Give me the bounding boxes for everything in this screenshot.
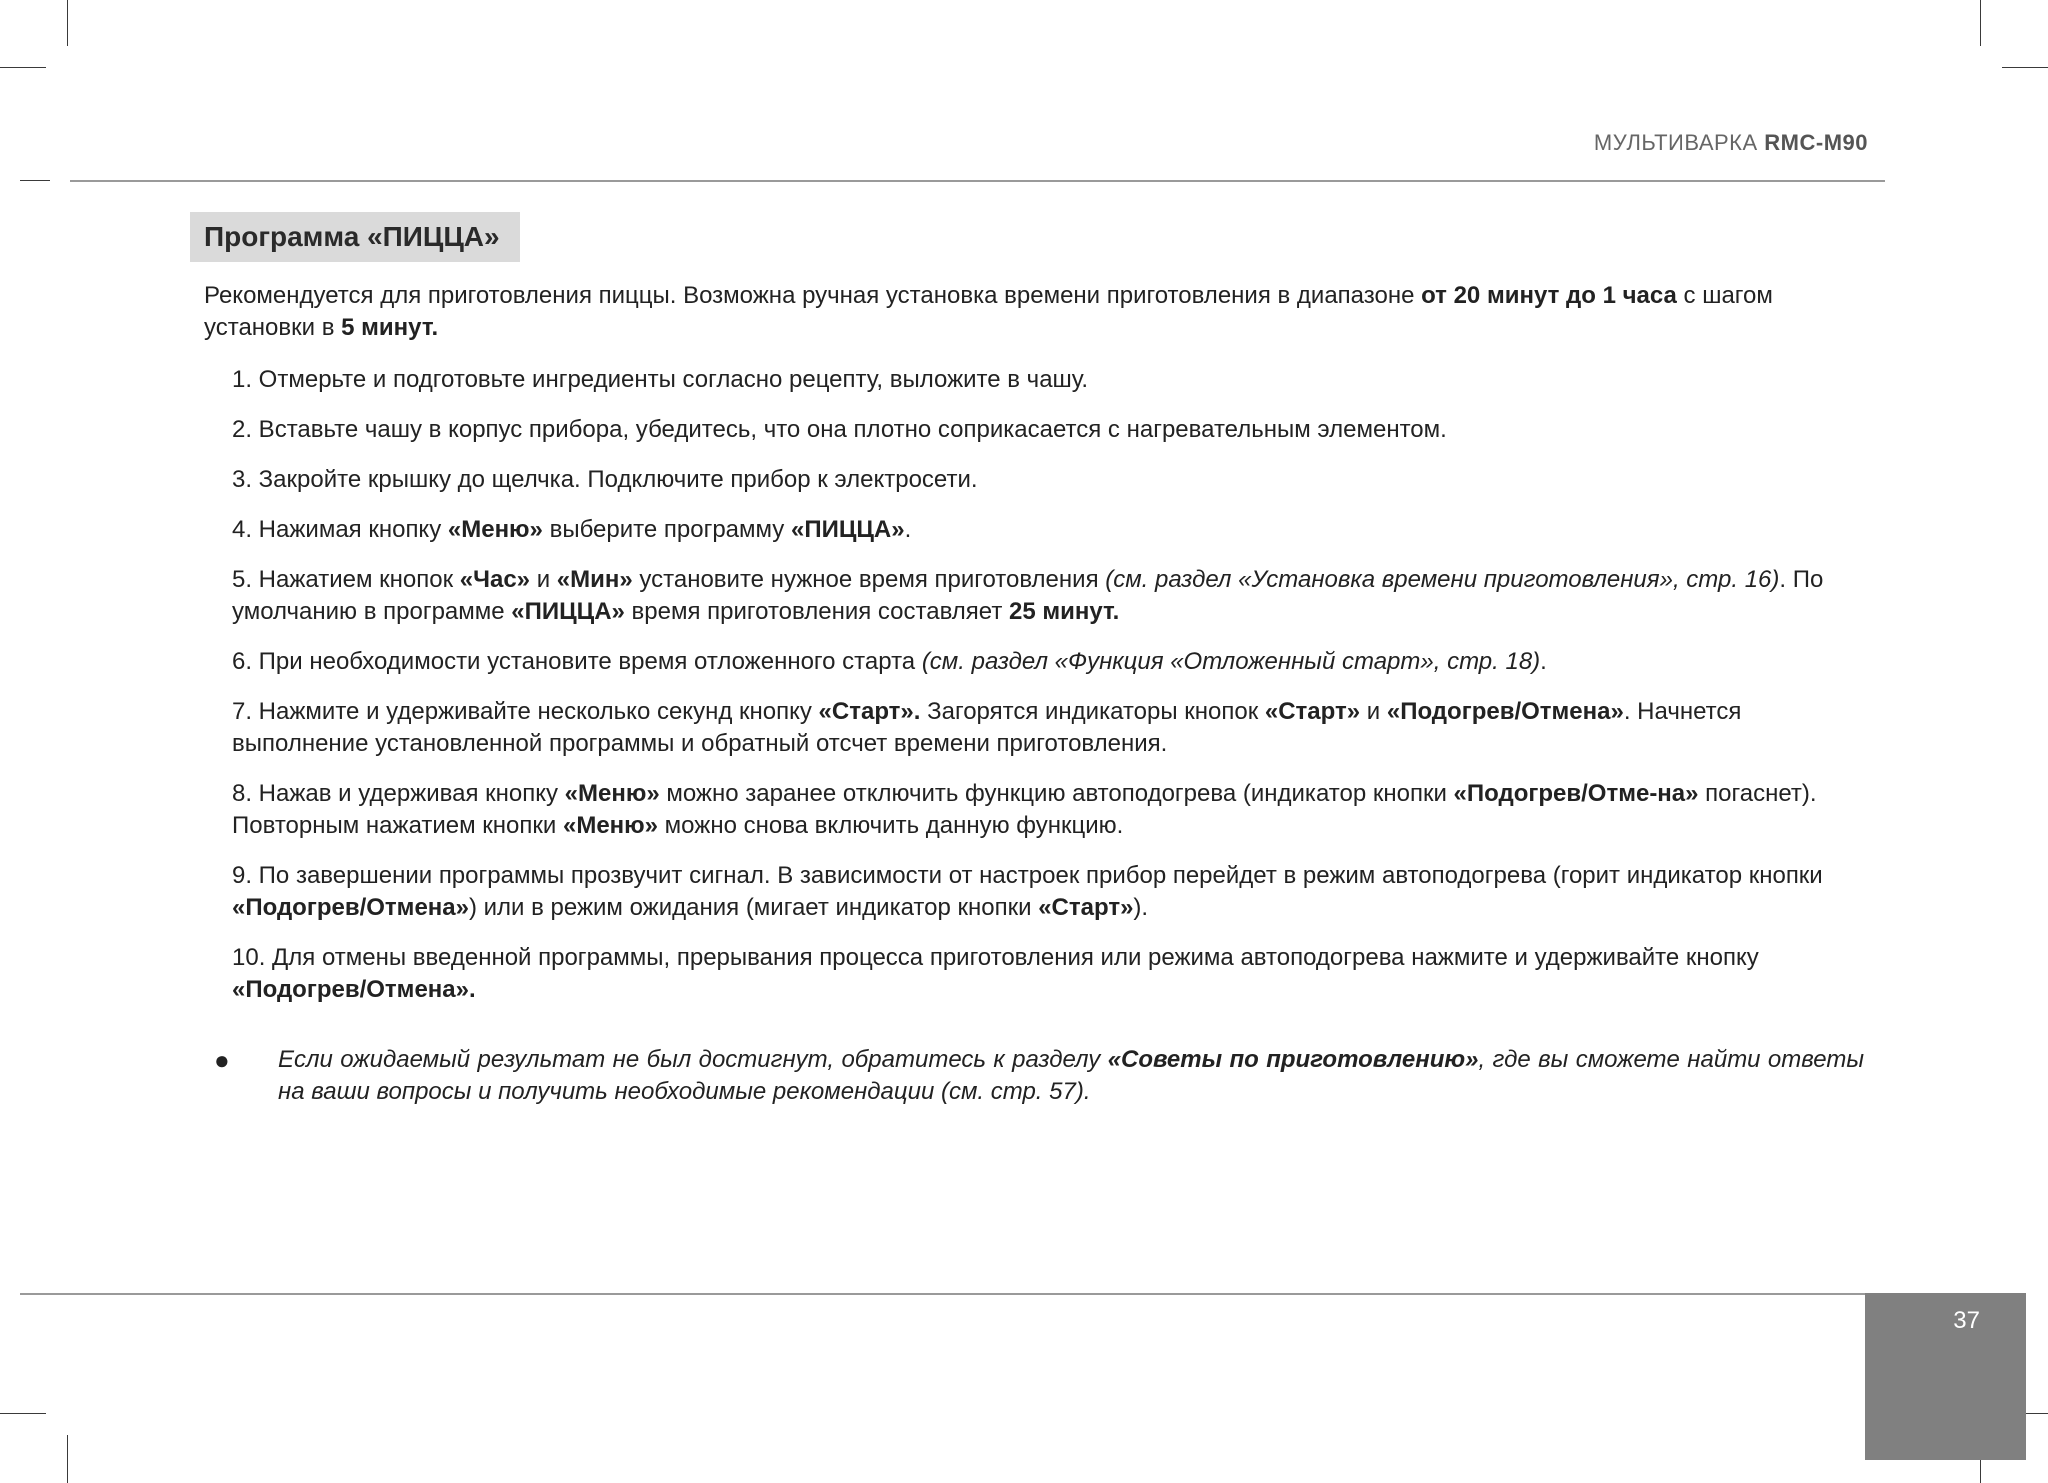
bold-text: «Меню» — [562, 812, 659, 839]
text-run: Рекомендуется для приготовления пиццы. Возможна ручная установка времени приготовления в диапазоне — [204, 282, 1422, 309]
bold-text: «ПИЦЦА» — [790, 516, 905, 543]
header-rule — [70, 180, 1885, 182]
bold-text: «Старт» — [1038, 894, 1134, 921]
step-item — [232, 778, 1864, 842]
step-item — [232, 364, 1864, 396]
crop-mark — [1980, 0, 1981, 46]
footer-rule — [20, 1293, 1865, 1295]
step-item — [232, 414, 1864, 446]
bold-text: от 20 минут до 1 часа — [1421, 282, 1677, 309]
text-run: 2. Вставьте чашу в корпус прибора, убедитесь, что она плотно соприкасается с нагревательным элементом. — [232, 416, 1447, 443]
step-item — [232, 696, 1864, 760]
bold-text: 5 минут. — [341, 314, 439, 341]
section-title-text: Программа «ПИЦЦА» — [204, 221, 500, 252]
text-run: 7. Нажмите и удерживайте несколько секунд кнопку — [232, 698, 819, 725]
bold-text: «ПИЦЦА» — [511, 598, 625, 625]
text-run: 10. Для отмены введенной программы, прерывания процесса приготовления или режима автоподогрева нажмите и удерживайте кнопку — [232, 944, 1759, 971]
text-run: погаснет). Повторным нажатием кнопки — [232, 780, 1817, 839]
text-run: ). — [1133, 894, 1149, 921]
step-item — [232, 942, 1864, 1006]
text-run: выберите программу — [542, 516, 791, 543]
running-header — [1594, 130, 1868, 156]
step-item — [232, 646, 1864, 678]
text-run: и — [1360, 698, 1387, 725]
header-product: МУЛЬТИВАРКА — [1593, 130, 1765, 155]
text-run: . По умолчанию в программе — [232, 566, 1824, 625]
bold-text: «Подогрев/Отмена». — [232, 976, 476, 1003]
text-run: , где вы сможете найти ответы на ваши вопросы и получить необходимые рекомендации (см. стр. 57). — [278, 1046, 1864, 1105]
text-run: 9. По завершении программы прозвучит сигнал. В зависимости от настроек прибор перейдет в режим автоподогрева (горит индикатор кнопки — [232, 862, 1823, 889]
intro-paragraph — [204, 280, 1864, 344]
page-number-box — [1865, 1293, 2026, 1460]
text-run: . — [1540, 648, 1547, 675]
text-run: 8. Нажав и удерживая кнопку — [232, 780, 565, 807]
text-run: ) или в режим ожидания (мигает индикатор кнопки — [468, 894, 1039, 921]
text-run: Если ожидаемый результат не был достигнут, обратитесь к разделу — [278, 1046, 1108, 1073]
bold-text: «Подогрев/Отмена» — [1386, 698, 1624, 725]
step-item — [232, 564, 1864, 628]
bold-text: «Советы по приготовлению» — [1107, 1046, 1479, 1073]
text-run: и — [530, 566, 557, 593]
bold-text: «Час» — [459, 566, 531, 593]
text-run: можно заранее отключить функцию автоподогрева (индикатор кнопки — [659, 780, 1454, 807]
italic-reference: (см. раздел «Функция «Отложенный старт», стр. 18) — [921, 648, 1541, 675]
text-run: 5. Нажатием кнопок — [232, 566, 460, 593]
section-title — [190, 212, 520, 262]
bold-text: 25 минут. — [1009, 598, 1120, 625]
text-run: 1. Отмерьте и подготовьте ингредиенты согласно рецепту, выложите в чашу. — [232, 366, 1089, 393]
text-run: Загорятся индикаторы кнопок — [920, 698, 1265, 725]
crop-mark — [67, 0, 68, 46]
step-item — [232, 860, 1864, 924]
text-run: 3. Закройте крышку до щелчка. Подключите прибор к электросети. — [232, 466, 978, 493]
bold-text: «Старт». — [818, 698, 921, 725]
bold-text: «Подогрев/Отме-на» — [1453, 780, 1699, 807]
crop-mark — [2002, 67, 2048, 68]
bold-text: «Мин» — [556, 566, 633, 593]
page-number: 37 — [1953, 1307, 1980, 1334]
crop-mark — [0, 1413, 46, 1414]
text-run: установите нужное время приготовления — [632, 566, 1106, 593]
header-model: RMC-M90 — [1764, 130, 1868, 155]
text-run: 6. При необходимости установите время отложенного старта — [232, 648, 922, 675]
steps-list — [204, 364, 1864, 1006]
bullet-icon: ● — [214, 1045, 230, 1075]
crop-mark — [0, 67, 46, 68]
bold-text: «Меню» — [447, 516, 543, 543]
text-run: . — [904, 516, 912, 543]
text-run: с шагом установки в — [204, 282, 1773, 341]
crop-mark — [20, 180, 50, 181]
bold-text: «Подогрев/Отмена» — [232, 894, 469, 921]
bold-text: «Старт» — [1264, 698, 1361, 725]
bold-text: «Меню» — [564, 780, 660, 807]
italic-reference: (см. раздел «Установка времени приготовления», стр. 16) — [1105, 566, 1780, 593]
text-run: время приготовления составляет — [624, 598, 1009, 625]
text-run: можно снова включить данную функцию. — [658, 812, 1124, 839]
step-item — [232, 514, 1864, 546]
content — [204, 280, 1864, 1108]
note-text — [278, 1044, 1864, 1108]
text-run: 4. Нажимая кнопку — [232, 516, 448, 543]
step-item — [232, 464, 1864, 496]
note — [204, 1044, 1864, 1108]
crop-mark — [67, 1435, 68, 1483]
text-run: . Начнется выполнение установленной программы и обратный отсчет времени приготовления. — [232, 698, 1742, 757]
